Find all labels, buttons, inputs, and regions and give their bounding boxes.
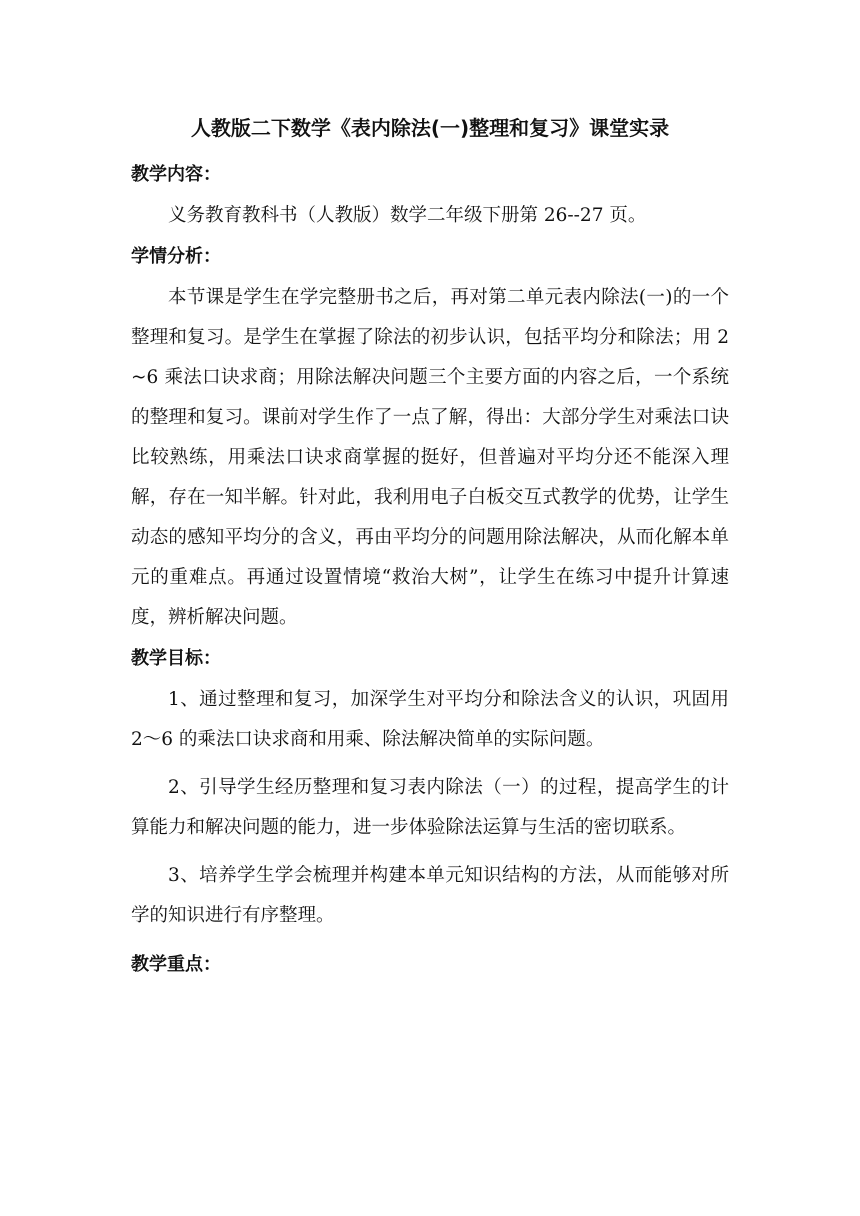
paragraph-learning-analysis: 本节课是学生在学完整册书之后，再对第二单元表内除法(一)的一个整理和复习。是学生在掌握了除法的初步认识，包括平均分和除法；用 2~6 乘法口诀求商；用除法解决问题三个主要方面的内容之后，一个系统的整理和复习。课前对学生作了一点了解，得出：大部分学生对乘法口诀比较熟练，用乘法口诀求商掌握的挺好，但普遍对平均分还不能深入理解，存在一知半解。针对此，我利用电子白板交互式教学的优势，让学生动态的感知平均分的含义，再由平均分的问题用除法解决，从而化解本单元的重难点。再通过设置情境“救治大树”，让学生在练习中提升计算速度，辨析解决问题。: [131, 287, 729, 628]
section-teaching-content: [131, 154, 729, 236]
document-title: 人教版二下数学《表内除法(一)整理和复习》课堂实录: [190, 116, 670, 140]
heading-teaching-content: 教学内容：: [131, 164, 221, 185]
heading-key-points: 教学重点：: [131, 954, 221, 975]
section-teaching-goals: [131, 638, 729, 936]
goal-item: 3、培养学生学会梳理并构建本单元知识结构的方法，从而能够对所学的知识进行有序整理。: [131, 865, 729, 926]
section-key-points: [131, 944, 729, 986]
heading-learning-analysis: 学情分析：: [131, 246, 221, 267]
goal-item: 1、通过整理和复习，加深学生对平均分和除法含义的认识，巩固用 2～6 的乘法口诀求商和用乘、除法解决简单的实际问题。: [131, 689, 729, 750]
goal-item: 2、引导学生经历整理和复习表内除法（一）的过程，提高学生的计算能力和解决问题的能力，进一步体验除法运算与生活的密切联系。: [131, 777, 729, 838]
paragraph-teaching-content: 义务教育教科书（人教版）数学二年级下册第 26--27 页。: [168, 205, 647, 226]
section-learning-analysis: [131, 236, 729, 638]
heading-teaching-goals: 教学目标：: [131, 648, 221, 669]
document-page: [131, 108, 729, 986]
